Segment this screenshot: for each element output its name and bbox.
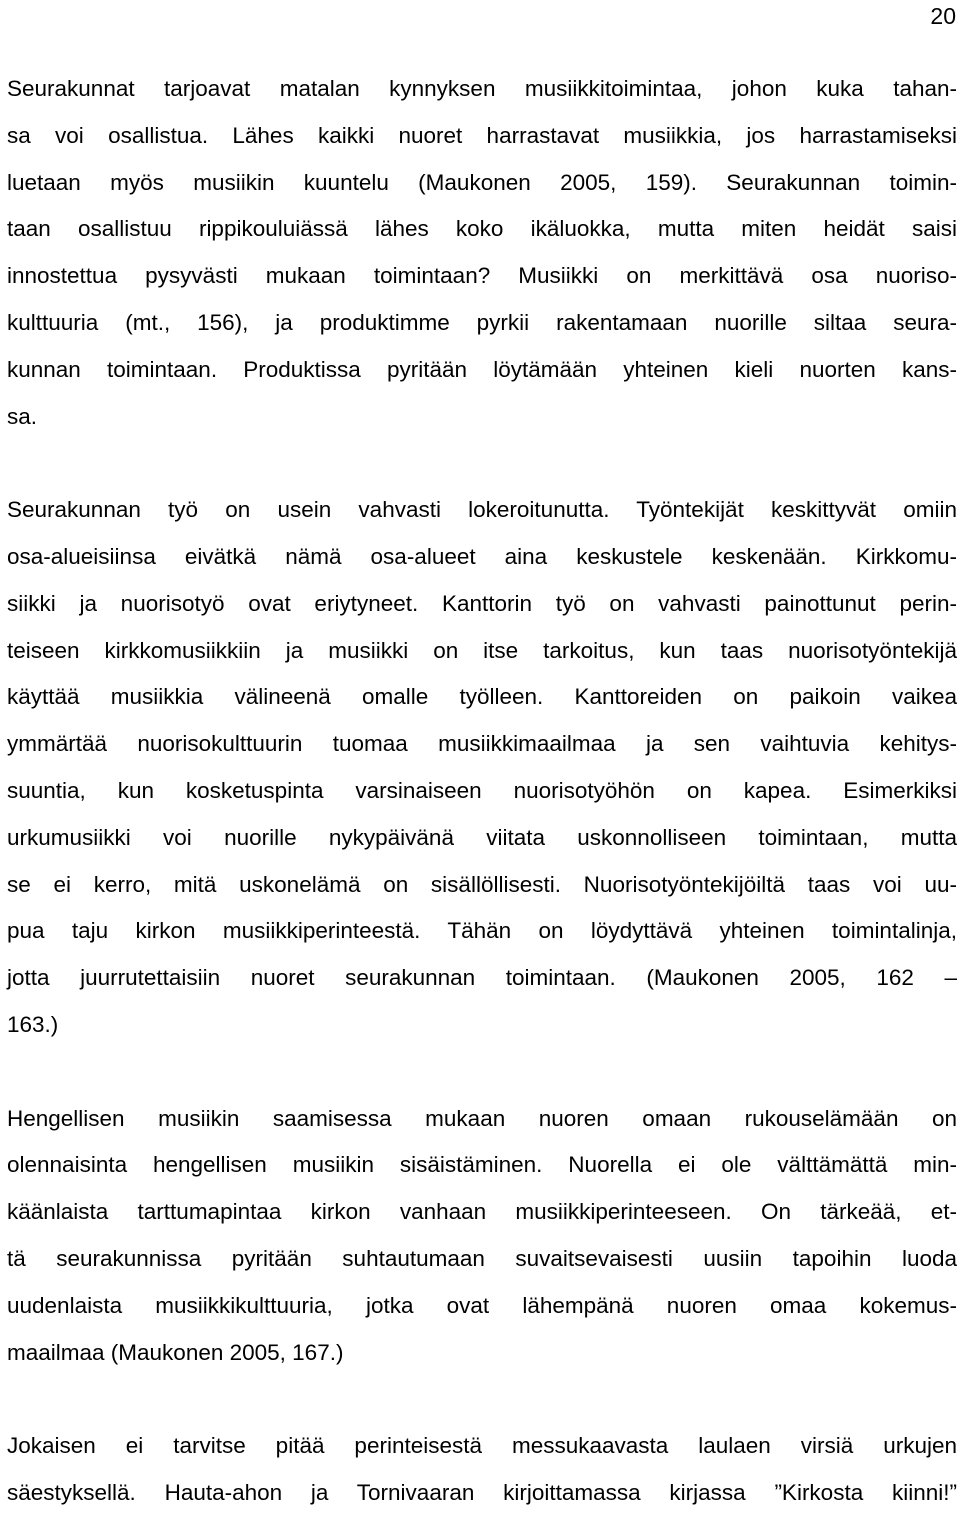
text-line: olennaisinta hengellisen musiikin sisäistäminen. Nuorella ei ole välttämättä min- <box>7 1152 957 1178</box>
text-line: se ei kerro, mitä uskonelämä on sisällöllisesti. Nuorisotyöntekijöiltä taas voi uu- <box>7 871 957 897</box>
paragraph-1 <box>7 66 957 440</box>
text-line: teiseen kirkkomusiikkiin ja musiikki on itse tarkoitus, kun taas nuorisotyöntekijä <box>7 637 957 663</box>
text-line: uudenlaista musiikkikulttuuria, jotka ovat lähempänä nuoren omaa kokemus- <box>7 1292 957 1318</box>
body-text <box>7 66 957 1517</box>
paragraph-4 <box>7 1423 957 1517</box>
text-line: sa. <box>7 403 38 429</box>
text-line: urkumusiikki voi nuorille nykypäivänä viitata uskonnolliseen toimintaan, mutta <box>7 824 957 850</box>
text-line: suuntia, kun kosketuspinta varsinaiseen nuorisotyöhön on kapea. Esimerkiksi <box>7 777 957 803</box>
paragraph-3 <box>7 1096 957 1377</box>
text-line: jotta juurrutettaisiin nuoret seurakunnan toimintaan. (Maukonen 2005, 162 – <box>7 965 957 991</box>
text-line: kunnan toimintaan. Produktissa pyritään löytämään yhteinen kieli nuorten kans- <box>7 356 957 382</box>
text-line: taan osallistuu rippikouluiässä lähes koko ikäluokka, mutta miten heidät saisi <box>7 216 957 242</box>
text-line: 163.) <box>7 1011 59 1037</box>
text-line: innostettua pysyvästi mukaan toimintaan? Musiikki on merkittävä osa nuoriso- <box>7 263 957 289</box>
text-line: Jokaisen ei tarvitse pitää perinteisestä messukaavasta laulaen virsiä urkujen <box>7 1433 957 1459</box>
text-line: pua taju kirkon musiikkiperinteestä. Tähän on löydyttävä yhteinen toimintalinja, <box>7 918 957 944</box>
text-line: kulttuuria (mt., 156), ja produktimme pyrkii rakentamaan nuorille siltaa seura- <box>7 309 957 335</box>
text-line: siikki ja nuorisotyö ovat eriytyneet. Kanttorin työ on vahvasti painottunut perin- <box>7 590 957 616</box>
text-line: Seurakunnat tarjoavat matalan kynnyksen musiikkitoimintaa, johon kuka tahan- <box>7 76 957 101</box>
paragraph-2 <box>7 487 957 1049</box>
text-line: Seurakunnan työ on usein vahvasti lokeroitunutta. Työntekijät keskittyvät omiin <box>7 497 957 523</box>
text-line: ymmärtää nuorisokulttuurin tuomaa musiikkimaailmaa ja sen vaihtuvia kehitys- <box>7 731 957 757</box>
text-line: käänlaista tarttumapintaa kirkon vanhaan musiikkiperinteeseen. On tärkeää, et- <box>7 1199 957 1225</box>
text-line: käyttää musiikkia välineenä omalle työlleen. Kanttoreiden on paikoin vaikea <box>7 684 957 710</box>
text-line: osa-alueisiinsa eivätkä nämä osa-alueet aina keskustele keskenään. Kirkkomu- <box>7 543 957 569</box>
text-line: maailmaa (Maukonen 2005, 167.) <box>7 1339 344 1365</box>
text-line: sa voi osallistua. Lähes kaikki nuoret harrastavat musiikkia, jos harrastamiseksi <box>7 122 957 148</box>
text-line: tä seurakunnissa pyritään suhtautumaan suvaitsevaisesti uusiin tapoihin luoda <box>7 1245 957 1271</box>
page-number: 20 <box>930 3 956 29</box>
text-line: Hengellisen musiikin saamisessa mukaan nuoren omaan rukouselämään on <box>7 1105 957 1131</box>
text-line: luetaan myös musiikin kuuntelu (Maukonen 2005, 159). Seurakunnan toimin- <box>7 169 957 195</box>
text-line: säestyksellä. Hauta-ahon ja Tornivaaran kirjoittamassa kirjassa ”Kirkosta kiinni!” <box>7 1479 957 1505</box>
